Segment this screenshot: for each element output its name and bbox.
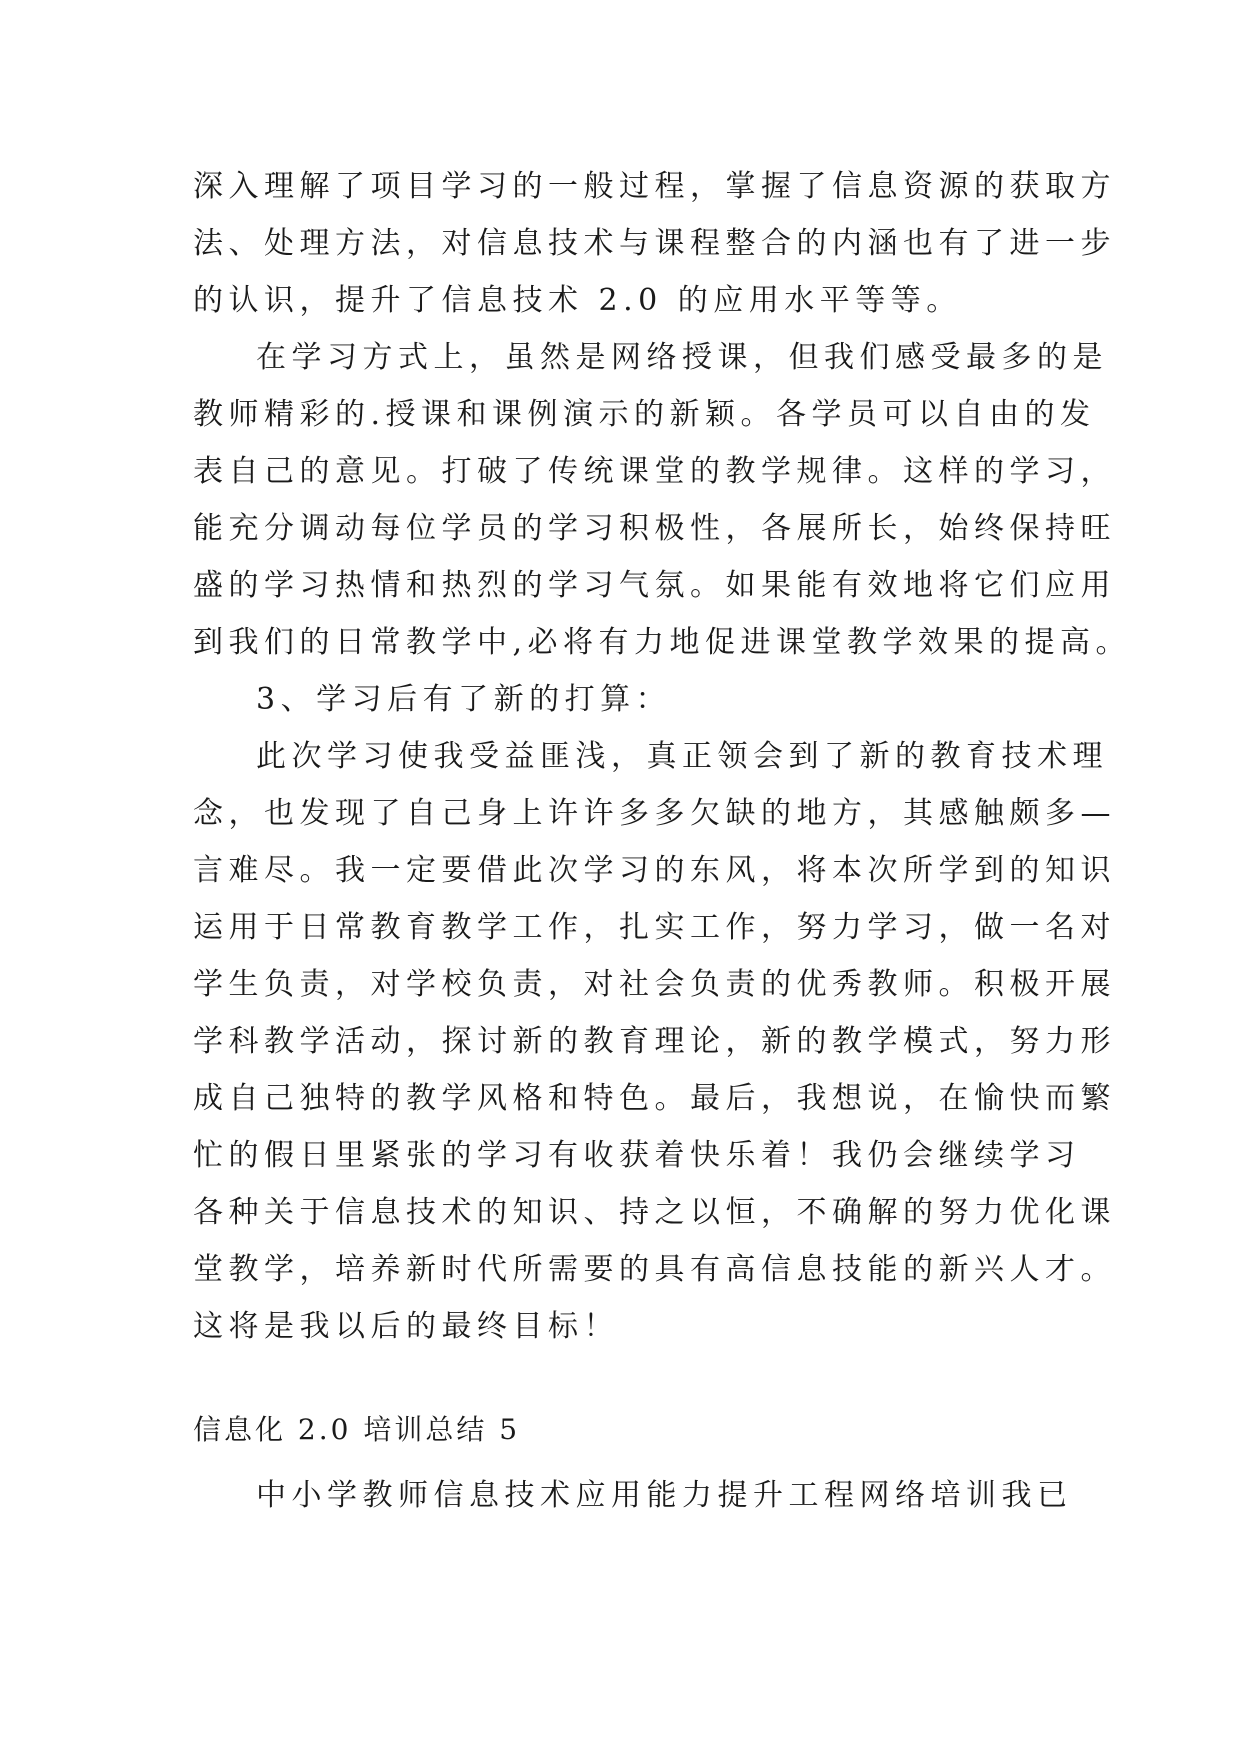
body-text-line: 堂教学，培养新时代所需要的具有高信息技能的新兴人才。 [193,1252,1116,1287]
body-text-line: 这将是我以后的最终目标！ [193,1309,619,1344]
body-text-line: 念，也发现了自己身上许许多多欠缺的地方，其感触颇多— [193,796,1116,831]
body-text-line: 学科教学活动，探讨新的教育理论，新的教学模式，努力形 [193,1024,1116,1059]
section-heading: 信息化 2.0 培训总结 5 [193,1413,521,1446]
body-text-line: 教师精彩的.授课和课例演示的新颖。各学员可以自由的发 [193,397,1096,432]
body-text-line: 法、处理方法，对信息技术与课程整合的内涵也有了进一步 [193,226,1116,261]
paragraph-first-line: 此次学习使我受益匪浅，真正领会到了新的教育技术理 [256,739,1108,774]
body-text-line: 学生负责，对学校负责，对社会负责的优秀教师。积极开展 [193,967,1116,1002]
body-text-line: 盛的学习热情和热烈的学习气氛。如果能有效地将它们应用 [193,568,1116,603]
body-text-line: 忙的假日里紧张的学习有收获着快乐着！我仍会继续学习 [193,1138,1081,1173]
body-text-line: 成自己独特的教学风格和特色。最后，我想说，在愉快而繁 [193,1081,1116,1116]
paragraph-first-line: 中小学教师信息技术应用能力提升工程网络培训我已 [256,1478,1073,1513]
body-text-line: 表自己的意见。打破了传统课堂的教学规律。这样的学习， [193,454,1116,489]
body-text-line: 各种关于信息技术的知识、持之以恒，不确解的努力优化课 [193,1195,1116,1230]
body-text-line: 运用于日常教育教学工作，扎实工作，努力学习，做一名对 [193,910,1116,945]
body-text-line: 能充分调动每位学员的学习积极性，各展所长，始终保持旺 [193,511,1116,546]
body-text-line: 深入理解了项目学习的一般过程，掌握了信息资源的获取方 [193,169,1116,204]
paragraph-first-line: 在学习方式上，虽然是网络授课，但我们感受最多的是 [256,340,1108,375]
body-text-line: 到我们的日常教学中,必将有力地促进课堂教学效果的提高。 [193,625,1132,660]
body-text-line: 言难尽。我一定要借此次学习的东风，将本次所学到的知识 [193,853,1116,888]
numbered-subheading: 3、学习后有了新的打算： [256,682,672,717]
body-text-line: 的认识，提升了信息技术 2.0 的应用水平等等。 [193,283,962,318]
